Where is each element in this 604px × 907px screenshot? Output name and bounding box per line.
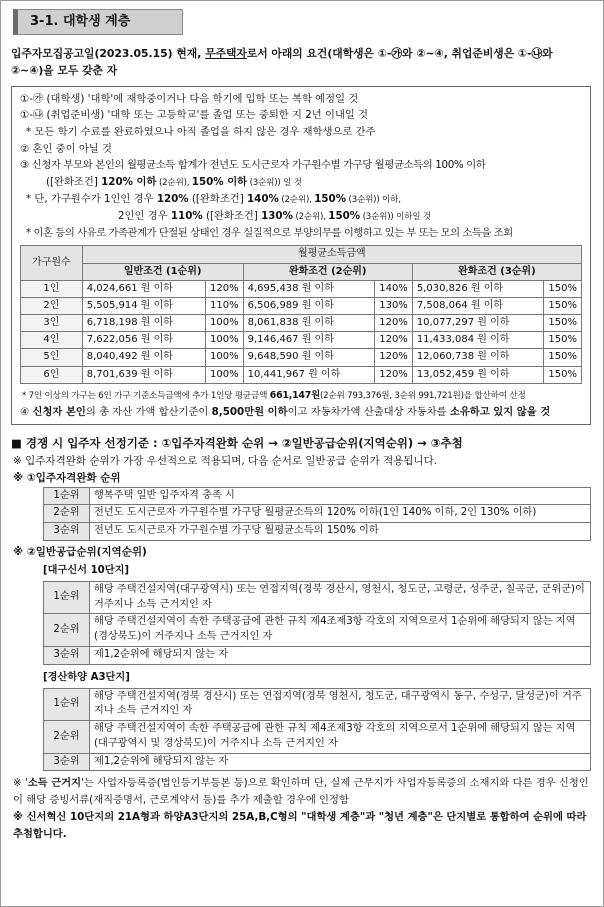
rank-description: 해당 주택건설지역(경북 경산시) 또는 연접지역(경북 영천시, 청도군, 대구광역시 동구, 수성구, 달성군)이 거주지나 소득 근거지인 자 bbox=[90, 688, 591, 721]
household-size: 1인 bbox=[21, 280, 83, 297]
income-percent: 120% bbox=[375, 315, 413, 332]
criterion-1b: ①-㉯ (취업준비생) '대학 또는 고등학교'를 졸업 또는 중퇴한 지 2년 이내일 것 bbox=[20, 109, 369, 122]
table-row bbox=[44, 647, 591, 665]
text: ④ bbox=[20, 405, 33, 418]
header-household: 가구원수 bbox=[21, 246, 83, 280]
criterion-3-note-1 bbox=[20, 191, 582, 208]
rank-label: 2순위 bbox=[44, 614, 90, 647]
text: (2순위), bbox=[292, 211, 329, 222]
text: ※ ' bbox=[13, 777, 28, 790]
table-row bbox=[21, 366, 582, 383]
income-percent: 120% bbox=[375, 349, 413, 366]
income-amount: 4,024,661 원 이하 bbox=[82, 280, 205, 297]
text-bold: 661,147원 bbox=[269, 389, 320, 401]
rank-label: 1순위 bbox=[44, 688, 90, 721]
income-amount: 4,695,438 원 이하 bbox=[243, 280, 375, 297]
income-footnote bbox=[20, 388, 582, 404]
income-amount: 6,506,989 원 이하 bbox=[243, 297, 375, 314]
income-percent: 140% bbox=[375, 280, 413, 297]
text-bold: 150% bbox=[328, 209, 361, 222]
table-row bbox=[44, 688, 591, 721]
table-row bbox=[21, 349, 582, 366]
criterion-3-note-3: * 이혼 등의 사유로 가족관계가 단절된 상태인 경우 실질적으로 부양의무를 이행하고 있는 부 또는 모의 소득을 조회 bbox=[26, 226, 513, 239]
table-row bbox=[21, 315, 582, 332]
income-amount: 5,030,826 원 이하 bbox=[412, 280, 544, 297]
header-income: 월평균소득금액 bbox=[82, 246, 581, 263]
table-row bbox=[44, 753, 591, 771]
text: (2순위 793,376원, 3순위 991,721원)을 합산하여 산정 bbox=[319, 390, 526, 401]
intro-text-1: 입주자모집공고일(2023.05.15) 현재, bbox=[11, 47, 206, 60]
table-row bbox=[44, 721, 591, 754]
table-row bbox=[44, 487, 591, 505]
income-percent: 150% bbox=[544, 280, 582, 297]
income-amount: 10,441,967 원 이하 bbox=[243, 366, 375, 383]
income-percent: 100% bbox=[206, 332, 244, 349]
income-percent: 150% bbox=[544, 297, 582, 314]
income-amount: 10,077,297 원 이하 bbox=[412, 315, 544, 332]
income-amount: 8,040,492 원 이하 bbox=[82, 349, 205, 366]
income-percent: 150% bbox=[544, 366, 582, 383]
text: (2순위), bbox=[278, 194, 315, 205]
general-rank-title: ※ ②일반공급순위(지역순위) bbox=[13, 545, 147, 558]
rank-description: 해당 주택건설지역(대구광역시) 또는 연접지역(경북 경산시, 영천시, 청도군, 고령군, 성주군, 칠곡군, 군위군)이 거주지나 소득 근거지인 자 bbox=[90, 581, 591, 614]
income-percent: 100% bbox=[206, 366, 244, 383]
household-size: 5인 bbox=[21, 349, 83, 366]
income-amount: 9,146,467 원 이하 bbox=[243, 332, 375, 349]
income-amount: 7,508,064 원 이하 bbox=[412, 297, 544, 314]
income-percent: 150% bbox=[544, 349, 582, 366]
rank-description: 해당 주택건설지역이 속한 주택공급에 관한 규칙 제4조제3항 각호의 지역으로서 1순위에 해당되지 않는 지역(대구광역시 및 경상북도)이 거주지나 소득 근거지인 자 bbox=[90, 721, 591, 754]
text-bold: 110% bbox=[170, 209, 203, 222]
selection-title: ■ 경쟁 시 입주자 선정기준 : ①입주자격완화 순위 → ②일반공급순위(지역순위) → ③추첨 bbox=[11, 436, 463, 451]
household-size: 3인 bbox=[21, 315, 83, 332]
text-bold: 8,500만원 이하 bbox=[211, 405, 288, 418]
table-row bbox=[21, 280, 582, 297]
text-bold: 소유하고 있지 않을 것 bbox=[449, 405, 551, 418]
rank-label: 3순위 bbox=[44, 753, 90, 771]
area-1-label: [대구신서 10단지] bbox=[43, 565, 130, 577]
income-amount: 9,648,590 원 이하 bbox=[243, 349, 375, 366]
text-bold: 120% 이하 bbox=[101, 175, 157, 188]
criteria-box bbox=[11, 86, 591, 426]
eligibility-intro bbox=[11, 45, 591, 80]
area-1-table bbox=[43, 581, 591, 665]
text-bold: 150% 이하 bbox=[191, 175, 248, 188]
relaxed-rank-table bbox=[43, 487, 591, 541]
household-size: 4인 bbox=[21, 332, 83, 349]
rank-label: 3순위 bbox=[44, 523, 90, 541]
household-size: 6인 bbox=[21, 366, 83, 383]
criterion-2: ② 혼인 중이 아닐 것 bbox=[20, 142, 112, 155]
rank-description: 전년도 도시근로자 가구원수별 가구당 월평균소득의 150% 이하 bbox=[90, 523, 591, 541]
income-percent: 100% bbox=[206, 315, 244, 332]
header-col-3: 완화조건 (3순위) bbox=[412, 263, 581, 280]
income-amount: 12,060,738 원 이하 bbox=[412, 349, 544, 366]
text: 2인인 경우 bbox=[118, 209, 171, 222]
table-row bbox=[44, 581, 591, 614]
area-2-table bbox=[43, 688, 591, 772]
rank-label: 3순위 bbox=[44, 647, 90, 665]
text-bold: 130% bbox=[261, 209, 293, 222]
table-row bbox=[44, 505, 591, 523]
income-amount: 7,622,056 원 이하 bbox=[82, 332, 205, 349]
rank-label: 2순위 bbox=[44, 505, 90, 523]
rank-description: 전년도 도시근로자 가구원수별 가구당 월평균소득의 120% 이하(1인 140% 이하, 2인 130% 이하) bbox=[90, 505, 591, 523]
table-row bbox=[44, 523, 591, 541]
rank-label: 1순위 bbox=[44, 581, 90, 614]
lottery-note: ※ 신서혁신 10단지의 21A형과 하양A3단지의 25A,B,C형의 "대학생 계층"과 "청년 계층"은 단지별로 통합하여 순위에 따라 추첨합니다. bbox=[13, 811, 587, 840]
text: (3순위)) 이하, bbox=[346, 194, 401, 205]
intro-underlined: 무주택자 bbox=[205, 47, 247, 60]
text: ([완화조건] bbox=[202, 209, 262, 222]
area-2-label: [경산하양 A3단지] bbox=[43, 671, 130, 683]
text-bold: 140% bbox=[247, 192, 279, 205]
text: (3순위)) 일 것 bbox=[247, 177, 302, 188]
household-size: 2인 bbox=[21, 297, 83, 314]
intro-text-2: 로서 아래의 요건(대학생은 ①-㉮와 ②~④, 취업준비생은 ①-㉯와 ②~④)을 모두 갖춘 자 bbox=[11, 47, 553, 78]
income-percent: 120% bbox=[375, 332, 413, 349]
text-bold: 150% bbox=[314, 192, 347, 205]
income-amount: 6,718,198 원 이하 bbox=[82, 315, 205, 332]
criterion-1a: ①-㉮ (대학생) '대학'에 재학중이거나 다음 학기에 입학 또는 복학 예정일 것 bbox=[20, 92, 359, 105]
rank-description: 행복주택 일반 입주자격 충족 시 bbox=[90, 487, 591, 505]
rank-description: 제1,2순위에 해당되지 않는 자 bbox=[90, 753, 591, 771]
income-table bbox=[20, 245, 582, 384]
rank-description: 제1,2순위에 해당되지 않는 자 bbox=[90, 647, 591, 665]
criterion-4 bbox=[20, 404, 582, 421]
income-percent: 130% bbox=[375, 297, 413, 314]
income-amount: 11,433,084 원 이하 bbox=[412, 332, 544, 349]
criterion-3-note-2 bbox=[20, 208, 582, 225]
text-bold: 소득 근거지 bbox=[27, 777, 82, 790]
criterion-3-relaxed bbox=[20, 174, 582, 191]
text: (2순위), bbox=[156, 177, 192, 188]
income-percent: 110% bbox=[206, 297, 244, 314]
criterion-1-note: * 모든 학기 수료를 완료하였으나 아직 졸업을 하지 않은 경우 재학생으로 간주 bbox=[26, 125, 376, 138]
rank-label: 1순위 bbox=[44, 487, 90, 505]
income-base-note bbox=[11, 775, 591, 808]
rank-description: 해당 주택건설지역이 속한 주택공급에 관한 규칙 제4조제3항 각호의 지역으로서 1순위에 해당되지 않는 지역(경상북도)이 거주지나 소득 근거지인 자 bbox=[90, 614, 591, 647]
header-col-2: 완화조건 (2순위) bbox=[243, 263, 412, 280]
text: * 단, 가구원수가 1인인 경우 bbox=[26, 192, 157, 205]
income-percent: 120% bbox=[375, 366, 413, 383]
income-percent: 120% bbox=[206, 280, 244, 297]
text: ([완화조건] bbox=[188, 192, 248, 205]
table-row bbox=[21, 332, 582, 349]
income-percent: 100% bbox=[206, 349, 244, 366]
text: 이고 자동차가액 산출대상 자동차를 bbox=[287, 405, 450, 418]
text: '는 사업자등록증(법인등기부등본 등)으로 확인하며 단, 실제 근무지가 사업자등록증의 소재지와 다른 경우 신청인이 해당 증빙서류(재직증명서, 근로계약서 등)를 추가 제출할 경우에 인정함 bbox=[13, 777, 589, 806]
text-bold: 120% bbox=[156, 192, 189, 205]
rank-label: 2순위 bbox=[44, 721, 90, 754]
selection-note: ※ 입주자격완화 순위가 가장 우선적으로 적용되며, 다음 순서로 일반공급 순위가 적용됩니다. bbox=[13, 455, 438, 468]
income-amount: 8,701,639 원 이하 bbox=[82, 366, 205, 383]
text: ([완화조건] bbox=[46, 175, 102, 188]
section-title: 3-1. 대학생 계층 bbox=[13, 9, 183, 35]
criterion-3: ③ 신청자 부모와 본인의 월평균소득 합계가 전년도 도시근로자 가구원수별 가구당 월평균소득의 100% 이하 bbox=[20, 159, 486, 172]
income-amount: 8,061,838 원 이하 bbox=[243, 315, 375, 332]
table-row bbox=[44, 614, 591, 647]
text-bold: 신청자 본인 bbox=[32, 405, 86, 418]
text: 의 총 자산 가액 합산기준이 bbox=[85, 405, 212, 418]
text: (3순위)) 이하일 것 bbox=[360, 211, 432, 222]
relaxed-rank-title: ※ ①입주자격완화 순위 bbox=[13, 472, 121, 485]
income-percent: 150% bbox=[544, 315, 582, 332]
income-percent: 150% bbox=[544, 332, 582, 349]
text: * 7인 이상의 가구는 6인 가구 기준소득금액에 추가 1인당 평균금액 bbox=[22, 390, 270, 401]
income-amount: 13,052,459 원 이하 bbox=[412, 366, 544, 383]
table-row bbox=[21, 297, 582, 314]
income-amount: 5,505,914 원 이하 bbox=[82, 297, 205, 314]
header-col-1: 일반조건 (1순위) bbox=[82, 263, 243, 280]
